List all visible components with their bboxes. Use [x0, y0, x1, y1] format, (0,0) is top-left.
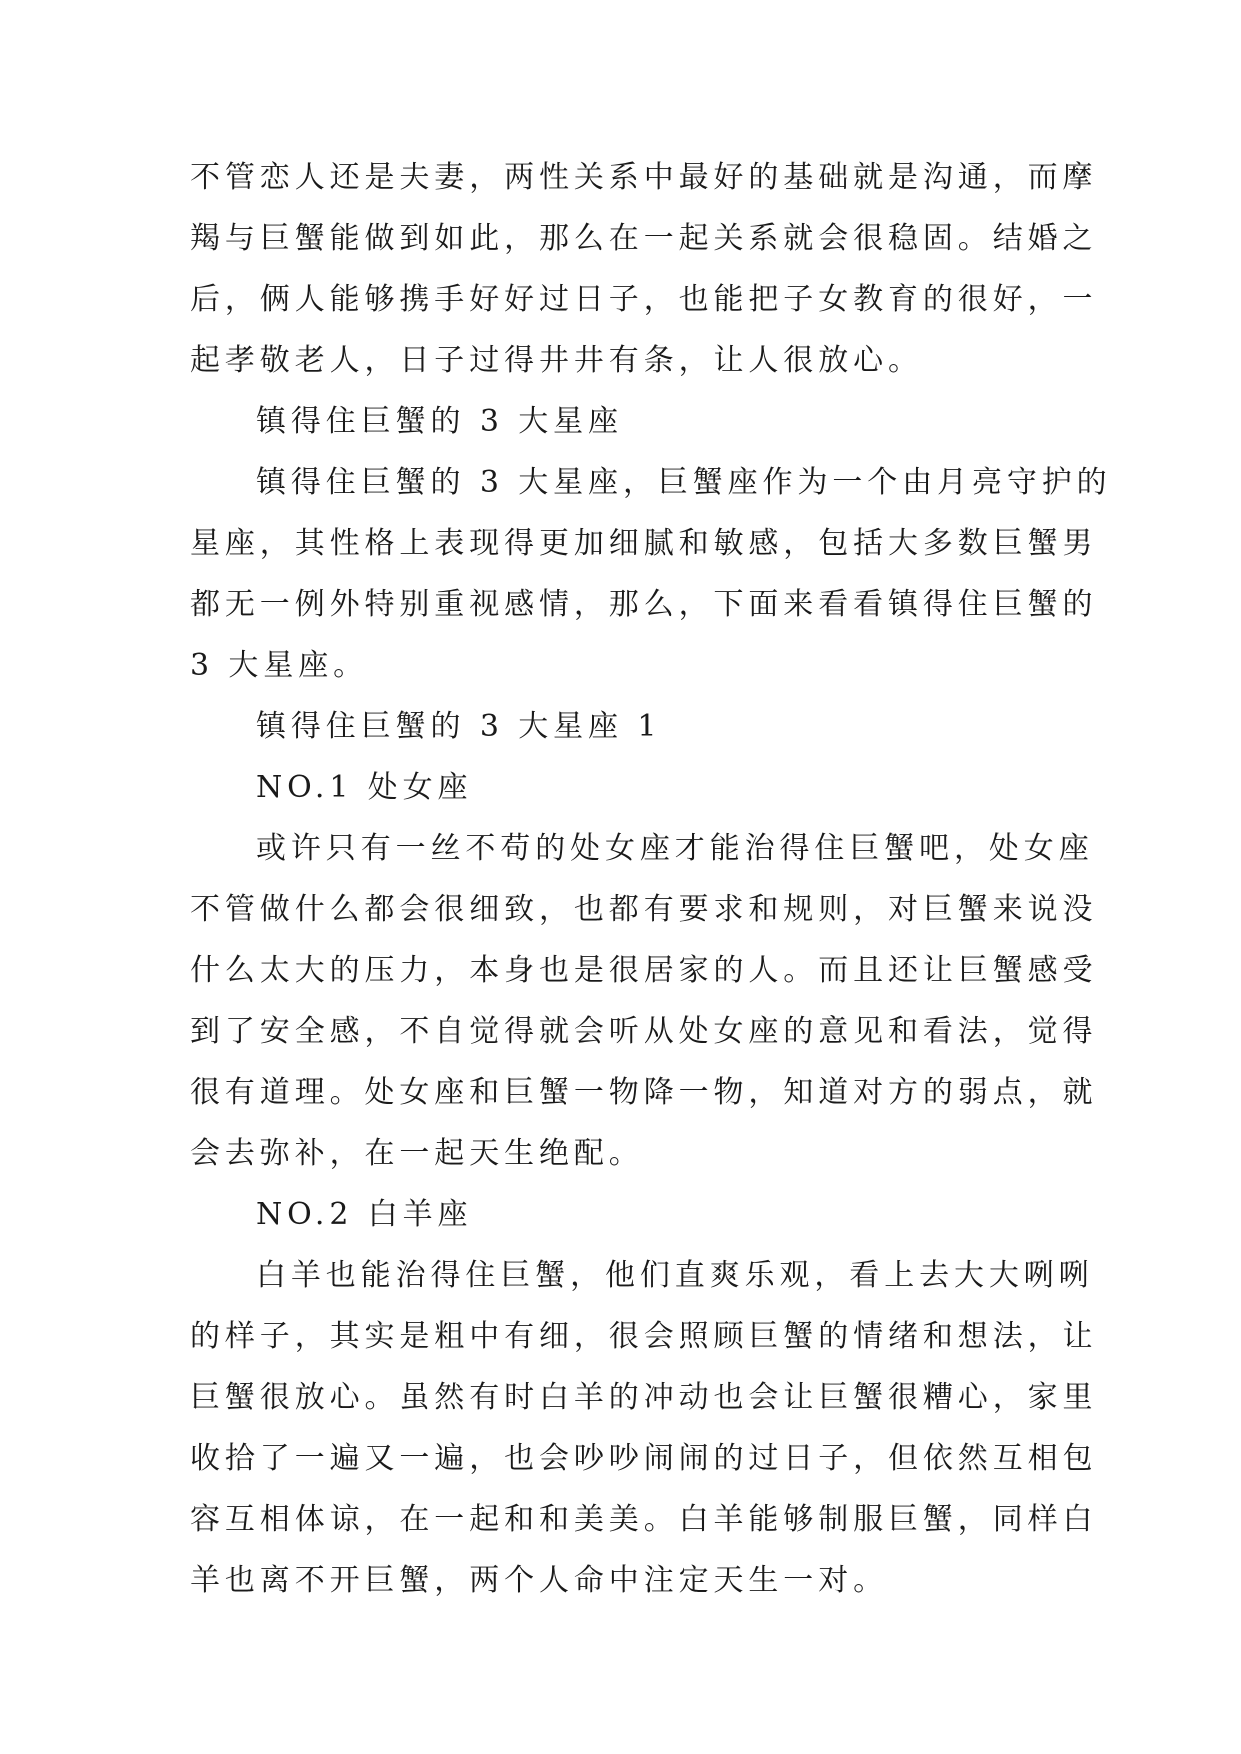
- paragraph-line: 很有道理。处女座和巨蟹一物降一物，知道对方的弱点，就: [190, 1075, 1098, 1110]
- paragraph-line: 白羊也能治得住巨蟹，他们直爽乐观，看上去大大咧咧: [256, 1258, 1094, 1293]
- paragraph-line: 星座，其性格上表现得更加细腻和敏感，包括大多数巨蟹男: [190, 526, 1098, 561]
- paragraph-line: 巨蟹很放心。虽然有时白羊的冲动也会让巨蟹很糟心，家里: [190, 1380, 1098, 1415]
- paragraph-line: 羯与巨蟹能做到如此，那么在一起关系就会很稳固。结婚之: [190, 221, 1098, 256]
- section-heading: 镇得住巨蟹的 3 大星座: [256, 404, 623, 439]
- paragraph-line: 后，俩人能够携手好好过日子，也能把子女教育的很好，一: [190, 282, 1098, 317]
- paragraph-line: 都无一例外特别重视感情，那么，下面来看看镇得住巨蟹的: [190, 587, 1098, 622]
- paragraph-line: 不管恋人还是夫妻，两性关系中最好的基础就是沟通，而摩: [190, 160, 1098, 195]
- paragraph-line: 羊也离不开巨蟹，两个人命中注定天生一对。: [190, 1563, 888, 1598]
- paragraph-line: 会去弥补，在一起天生绝配。: [190, 1136, 644, 1171]
- subsection-heading: NO.1 处女座: [256, 770, 473, 805]
- paragraph-line: 什么太大的压力，本身也是很居家的人。而且还让巨蟹感受: [190, 953, 1098, 988]
- paragraph-line: 不管做什么都会很细致，也都有要求和规则，对巨蟹来说没: [190, 892, 1098, 927]
- paragraph-line: 或许只有一丝不苟的处女座才能治得住巨蟹吧，处女座: [256, 831, 1094, 866]
- paragraph-line: 3 大星座。: [190, 648, 369, 683]
- paragraph-line: 到了安全感，不自觉得就会听从处女座的意见和看法，觉得: [190, 1014, 1098, 1049]
- paragraph-line: 起孝敬老人，日子过得井井有条，让人很放心。: [190, 343, 923, 378]
- paragraph-line: 容互相体谅，在一起和和美美。白羊能够制服巨蟹，同样白: [190, 1502, 1098, 1537]
- paragraph-line: 的样子，其实是粗中有细，很会照顾巨蟹的情绪和想法，让: [190, 1319, 1098, 1354]
- subsection-heading: NO.2 白羊座: [256, 1197, 473, 1232]
- paragraph-line: 镇得住巨蟹的 3 大星座，巨蟹座作为一个由月亮守护的: [256, 465, 1112, 500]
- paragraph-line: 收拾了一遍又一遍，也会吵吵闹闹的过日子，但依然互相包: [190, 1441, 1098, 1476]
- section-heading: 镇得住巨蟹的 3 大星座 1: [256, 709, 662, 744]
